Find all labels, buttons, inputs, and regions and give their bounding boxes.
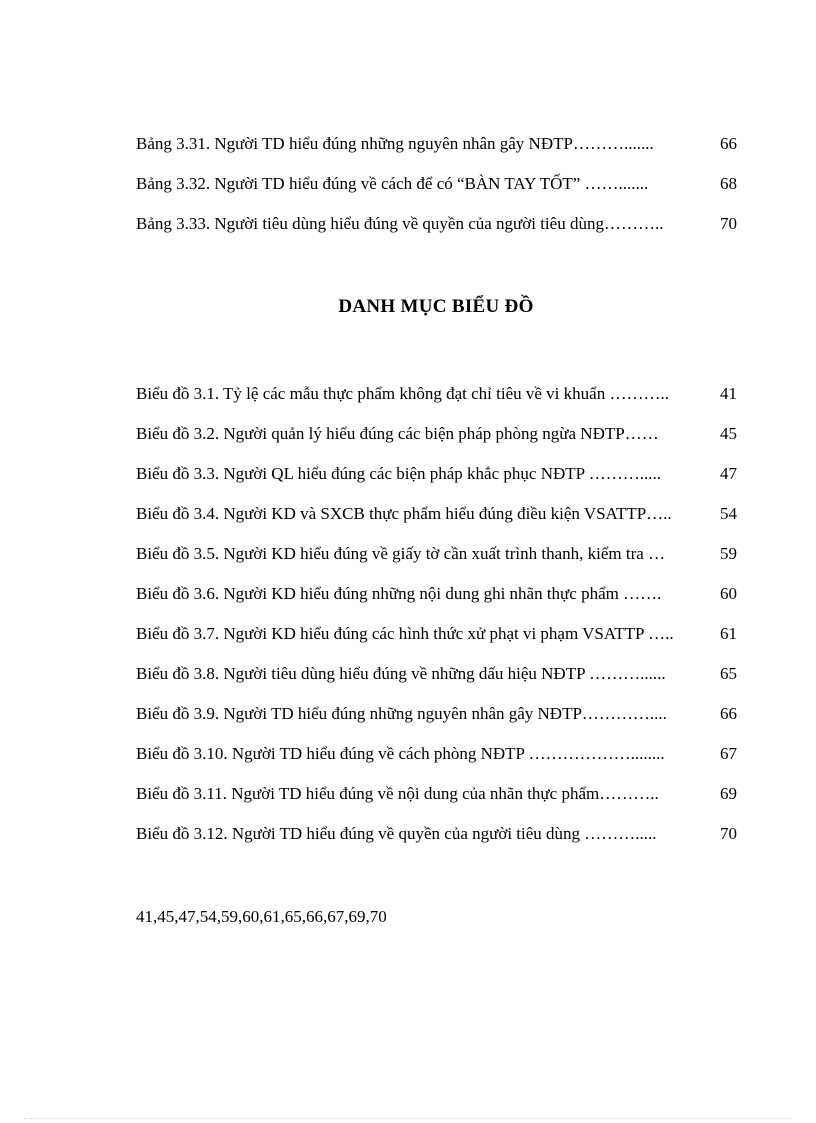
toc-chart-entry-3-9 <box>136 703 737 725</box>
toc-entry-page: 68 <box>720 174 737 193</box>
toc-entry-page: 70 <box>720 214 737 233</box>
toc-entry-page: 59 <box>720 544 737 563</box>
toc-entry-page: 70 <box>720 824 737 843</box>
page-bottom-divider <box>24 1118 792 1119</box>
toc-entry-text: Biểu đồ 3.12. Người TD hiểu đúng về quyền của người tiêu dùng ………..... <box>136 824 657 843</box>
toc-chart-entry-3-11 <box>136 783 737 805</box>
page-numbers-list: 41,45,47,54,59,60,61,65,66,67,69,70 <box>136 907 387 926</box>
toc-entry-page: 45 <box>720 424 737 443</box>
section-heading: DANH MỤC BIỂU ĐỒ <box>338 296 534 317</box>
toc-chart-entry-3-7 <box>136 623 737 645</box>
toc-chart-entry-3-5 <box>136 543 737 565</box>
toc-chart-entry-3-12 <box>136 823 737 845</box>
toc-entry-page: 54 <box>720 504 737 523</box>
toc-entry-page: 66 <box>720 134 737 153</box>
toc-entry-page: 60 <box>720 584 737 603</box>
toc-entry-text: Bảng 3.31. Người TD hiểu đúng những nguyên nhân gây NĐTP………....... <box>136 134 654 153</box>
toc-entry-page: 65 <box>720 664 737 683</box>
toc-chart-entry-3-1 <box>136 383 737 405</box>
toc-entry-page: 69 <box>720 784 737 803</box>
toc-chart-entry-3-6 <box>136 583 737 605</box>
toc-entry-page: 61 <box>720 624 737 643</box>
toc-chart-entry-3-3 <box>136 463 737 485</box>
toc-entry-page: 47 <box>720 464 737 483</box>
toc-entry-page: 66 <box>720 704 737 723</box>
toc-entry-text: Bảng 3.32. Người TD hiểu đúng về cách để có “BÀN TAY TỐT” ……....... <box>136 174 649 193</box>
toc-entry-text: Biểu đồ 3.9. Người TD hiểu đúng những nguyên nhân gây NĐTP………….... <box>136 704 667 723</box>
toc-entry-text: Biểu đồ 3.10. Người TD hiểu đúng về cách phòng NĐTP ………………........ <box>136 744 665 763</box>
toc-entry-text: Biểu đồ 3.11. Người TD hiểu đúng về nội dung của nhãn thực phẩm……….. <box>136 784 659 803</box>
toc-entry-text: Biểu đồ 3.7. Người KD hiểu đúng các hình thức xử phạt vi phạm VSATTP ….. <box>136 624 674 643</box>
toc-entry-text: Biểu đồ 3.8. Người tiêu dùng hiểu đúng về những dấu hiệu NĐTP ………...... <box>136 664 666 683</box>
toc-entry-text: Biểu đồ 3.2. Người quản lý hiểu đúng các biện pháp phòng ngừa NĐTP…… <box>136 424 659 443</box>
toc-table-entry-3-31 <box>136 133 737 155</box>
toc-chart-entry-3-4 <box>136 503 737 525</box>
toc-entry-text: Bảng 3.33. Người tiêu dùng hiểu đúng về quyền của người tiêu dùng……….. <box>136 214 664 233</box>
toc-table-entry-3-33 <box>136 213 737 235</box>
toc-chart-entry-3-8 <box>136 663 737 685</box>
toc-entry-text: Biểu đồ 3.5. Người KD hiểu đúng về giấy tờ cần xuất trình thanh, kiểm tra … <box>136 544 666 563</box>
toc-chart-entry-3-2 <box>136 423 737 445</box>
toc-table-entry-3-32 <box>136 173 737 195</box>
toc-entry-page: 67 <box>720 744 737 763</box>
toc-entry-text: Biểu đồ 3.3. Người QL hiểu đúng các biện pháp khắc phục NĐTP ………..... <box>136 464 661 483</box>
toc-chart-entry-3-10 <box>136 743 737 765</box>
toc-entry-text: Biểu đồ 3.1. Tỷ lệ các mẫu thực phẩm không đạt chỉ tiêu về vi khuẩn ……….. <box>136 384 669 403</box>
toc-entry-text: Biểu đồ 3.4. Người KD và SXCB thực phẩm hiểu đúng điều kiện VSATTP….. <box>136 504 672 523</box>
toc-entry-page: 41 <box>720 384 737 403</box>
toc-entry-text: Biểu đồ 3.6. Người KD hiểu đúng những nội dung ghi nhãn thực phẩm ……. <box>136 584 662 603</box>
